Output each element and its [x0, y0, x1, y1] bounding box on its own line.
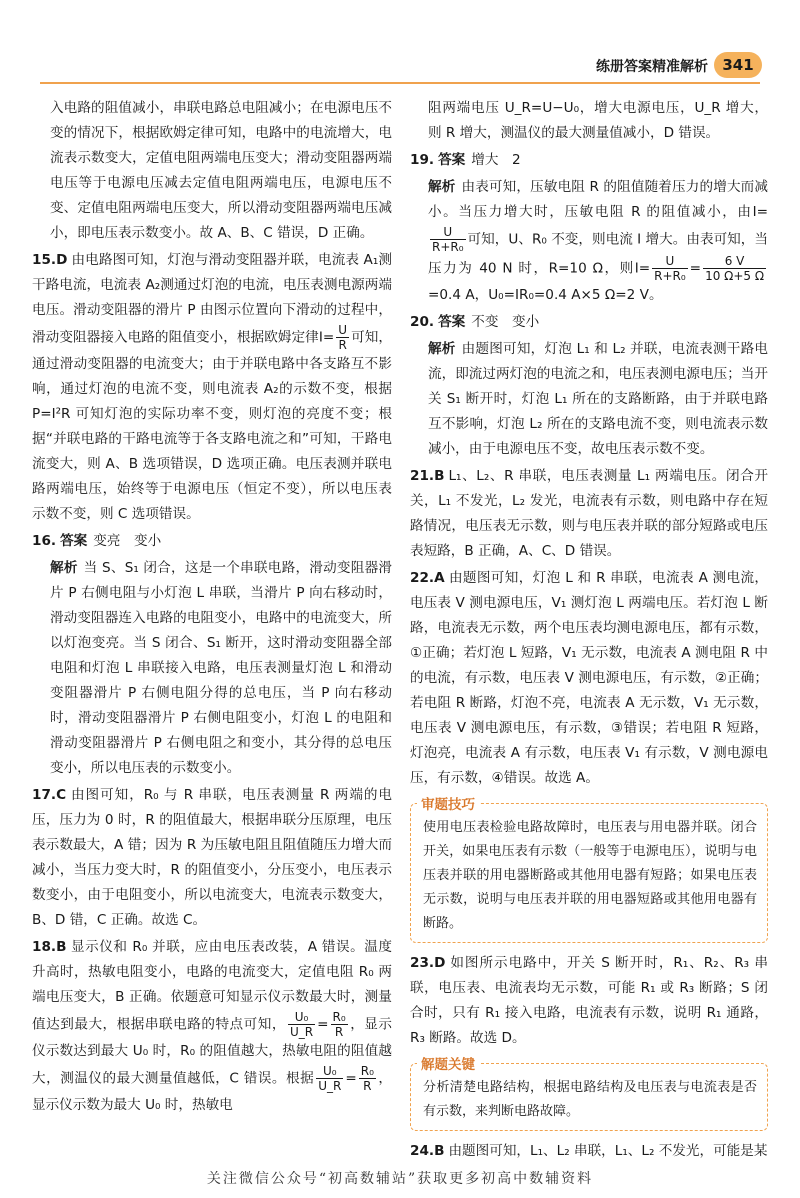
answer-17: [32, 783, 392, 933]
answer-23-number: 23.D: [410, 955, 446, 971]
tip-box-exam-skill: [410, 797, 768, 943]
fraction-numerator: R₀: [332, 1010, 346, 1024]
answer-16-analysis-label: 解析: [50, 560, 78, 576]
formula-ohm-fraction: [336, 323, 349, 352]
header-rule: [40, 82, 760, 84]
answer-19-analysis: [410, 175, 768, 308]
formula-ratio-1: [288, 1010, 315, 1039]
fraction-denominator: R+R₀: [654, 269, 686, 283]
left-column: [32, 96, 392, 1120]
answer-22-number: 22.A: [410, 570, 445, 586]
answer-19-analysis-label: 解析: [428, 179, 456, 195]
tip-box-exam-skill-tag: 审题技巧: [417, 793, 479, 818]
header-title: 练册答案精准解析: [596, 59, 708, 75]
answer-20: [410, 310, 768, 335]
answer-24: [410, 1139, 768, 1164]
formula-ratio-2b: [359, 1064, 376, 1093]
answer-24-number: 24.B: [410, 1143, 445, 1159]
answer-20-analysis: [410, 337, 768, 462]
fraction-denominator: R+R₀: [432, 240, 464, 254]
page-footer: 关注微信公众号“初高数辅站”获取更多初高中数辅资料: [206, 1171, 594, 1187]
formula-current2-fraction: [652, 254, 688, 283]
fraction-denominator: U_R: [318, 1079, 342, 1093]
answer-16-analysis: [32, 556, 392, 781]
answer-20-analysis-text: 由题图可知，灯泡 L₁ 和 L₂ 并联，电流表测干路电流，即流过两灯泡的电流之和，电压表测电源电压；当开关 S₁ 断开时，灯泡 L₁ 所在的支路断路，由于并联电路互不影响，灯泡 L₂ 所在的支路电流不变，则电流表示数减小，由于电源电压不变，故电压表示数不变。: [428, 341, 768, 457]
page-header: [0, 50, 800, 82]
formula-equals: =: [345, 1070, 357, 1087]
tip-box-key-point-text: 分析清楚电路结构，根据电路结构及电压表与电流表是否有示数，来判断电路故障。: [423, 1080, 757, 1119]
answer-19: [410, 148, 768, 173]
answer-17-text: 由图可知，R₀ 与 R 串联，电压表测量 R 两端的电压，压力为 0 时，R 的阻值最大，根据串联分压原理，电压表示数最大，A 错；因为 R 为压敏电阻且阻值随压力增大而减小，当压力变大时，R 的阻值变小，分压变小，电压表示数变小，由于电阻变小，所以电流变大，电流表示数变大，B、D 错，C 正确。故选 C。: [32, 787, 392, 928]
answer-16-analysis-text: 当 S、S₁ 闭合，这是一个串联电路，滑动变阻器滑片 P 右侧电阻与小灯泡 L 串联，当滑片 P 向右移动时，滑动变阻器连入电路的电阻变小，电路中的电流变大，所以灯泡变亮。当 S 闭合、S₁ 断开，这时滑动变阻器全部电阻和灯泡 L 串联接入电路，电压表测量灯泡 L 和滑动变阻器滑片 P 右侧电阻分得的总电压，当 P 向右移动时，滑动变阻器滑片 P 右侧电阻变小，灯泡 L 的电阻和滑动变阻器滑片 P 右侧电阻之和变小，其分得的总电压变小，所以电压表的示数变小。: [50, 560, 392, 776]
answer-21-text: L₁、L₂、R 串联，电压表测量 L₁ 两端电压。闭合开关，L₁ 不发光，L₂ 发光，电流表有示数，则电路中存在短路情况，电压表无示数，则与电压表并联的部分短路或电压表短路，B 正确，A、C、D 错误。: [410, 468, 768, 559]
fraction-numerator: 6 V: [703, 254, 766, 269]
answer-15: [32, 248, 392, 527]
answer-18-number: 18.B: [32, 939, 67, 955]
answer-22-text: 由题图可知，灯泡 L 和 R 串联，电流表 A 测电流，电压表 V 测电源电压，V₁ 测灯泡 L 两端电压。若灯泡 L 断路，电流表无示数，两个电压表均测电源电压，都有示数，①正确；若灯泡 L 短路，V₁ 无示数，电流表 A 测电阻 R 中的电流，有示数，电压表 V 测电源电压，有示数，②正确；若电阻 R 断路，灯泡不亮，电流表 A 无示数，V₁ 无示数，电压表 V 测电源电压，有示数，③错误；若电阻 R 短路，灯泡亮，电流表 A 有示数，电压表 V₁ 有示数，V 测电源电压，有示数，④错误。故选 A。: [410, 570, 768, 786]
answer-16-number: 16.: [32, 533, 57, 549]
answer-19-answer: 增大 2: [471, 152, 521, 168]
answer-15-text-a: 由电路图可知，灯泡与滑动变阻器并联，电流表 A₁测干路电流，电流表 A₂测通过灯泡的电流，电压表测电源两端电压。滑动变阻器的滑片 P 由图示位置向下滑动的过程中，滑动变阻器接入电路的阻值变小，根据欧姆定律: [32, 252, 392, 346]
formula-equals: =: [689, 260, 702, 277]
formula-current-lhs: I=: [752, 204, 768, 220]
fraction-numerator: U: [430, 225, 466, 240]
formula-current2-values: [703, 254, 766, 283]
answer-20-answer-label: 答案: [438, 314, 466, 330]
answer-20-analysis-label: 解析: [428, 341, 456, 357]
answer-21-number: 21.B: [410, 468, 445, 484]
answer-18-text-b: ，显示仪示数达到最大 U₀ 时，R₀ 的阻值越大，热敏电阻的阻值越大，测温仪的最大测量值越低，C 错误。根据: [32, 1016, 393, 1087]
fraction-numerator: R₀: [360, 1064, 374, 1078]
tip-box-key-point: [410, 1057, 768, 1131]
formula-ratio-2: [316, 1064, 343, 1093]
answer-18-text-a: 显示仪和 R₀ 并联，应由电压表改装，A 错误。温度升高时，热敏电阻变小，电路的电流变大，定值电阻 R₀ 两端电压变大，B 正确。依题意可知显示仪示数最大时，测量值达到最大，根据串联电路的特点可知，: [32, 939, 392, 1033]
answer-23-text: 如图所示电路中，开关 S 断开时，R₁、R₂、R₃ 串联，电压表、电流表均无示数，可能 R₁ 或 R₃ 断路；S 闭合时，只有 R₁ 接入电路，电流表有示数，说明 R₁ 通路，R₃ 断路。故选 D。: [410, 955, 768, 1046]
fraction-denominator: R: [363, 1079, 372, 1093]
answer-24-text: 由题图可知，L₁、L₂ 串联，L₁、L₂ 不发光，可能是某: [448, 1143, 768, 1159]
answer-20-answer: 不变 变小: [471, 314, 540, 330]
formula-ratio-1b: [331, 1010, 348, 1039]
answer-22: [410, 566, 768, 791]
answer-18: [32, 935, 392, 1118]
fraction-denominator: R: [338, 338, 347, 352]
answer-19-text-a: 由表可知，压敏电阻 R 的阻值随着压力的增大而减小。当压力增大时，压敏电阻 R 的阻值减小，由: [428, 179, 769, 220]
answer-16-answer: 变亮 变小: [93, 533, 162, 549]
formula-current-fraction: [430, 225, 466, 254]
answer-16: [32, 529, 392, 554]
tip-box-exam-skill-text: 使用电压表检验电路故障时，电压表与用电器并联。闭合开关，如果电压表有示数（一般等于电源电压），说明与电压表并联的用电器断路或其他用电器有短路；如果电压表无示数，说明与电压表并联的用电器短路或其他用电器有断路。: [423, 820, 757, 931]
answer-18-text-c: ，显示仪示数为最大 U₀ 时，热敏电: [32, 1070, 393, 1113]
fraction-numerator: U₀: [316, 1064, 343, 1079]
fraction-denominator: R: [334, 1025, 344, 1039]
formula-ohm-lhs: I=: [318, 329, 335, 346]
right-column: [410, 96, 768, 1166]
answer-15-text-b: 可知，通过滑动变阻器的电流变大；由于并联电路中各支路互不影响，通过灯泡的电流不变，则电流表 A₂的示数不变，根据 P=I²R 可知灯泡的实际功率不变，则灯泡的亮度不变；根据“并联电路的干路电流等于各支路电流之和”可知，干路电流变大，则 A、B 选项错误，D 选项正确。电压表测并联电路两端电压，始终等于电源电压（恒定不变），所以电压表示数不变，则 C 选项错误。: [32, 329, 393, 522]
fraction-denominator: U_R: [290, 1025, 314, 1039]
answer-21: [410, 464, 768, 564]
paragraph-continued-right: 阻两端电压 U_R=U−U₀，增大电源电压，U_R 增大，则 R 增大，测温仪的最大测量值减小，D 错误。: [428, 100, 768, 141]
fraction-numerator: U: [338, 323, 348, 337]
tip-box-key-point-tag: 解题关键: [417, 1053, 479, 1078]
answer-19-number: 19.: [410, 152, 435, 168]
answer-16-answer-label: 答案: [60, 533, 88, 549]
fraction-denominator: 10 Ω+5 Ω: [705, 269, 764, 283]
paragraph-continued: 入电路的阻值减小，串联电路总电阻减小；在电源电压不变的情况下，根据欧姆定律可知，电路中的电流增大，电流表示数变大，定值电阻两端电压变大；滑动变阻器两端电压等于电源电压减去定值电阻两端电压，电源电压不变、定值电阻两端电压变大，所以滑动变阻器两端电压减小，即电压表示数变小。故 A、B、C 错误，D 正确。: [50, 100, 392, 241]
answer-23: [410, 951, 768, 1051]
answer-17-number: 17.C: [32, 787, 67, 803]
answer-20-number: 20.: [410, 314, 435, 330]
fraction-numerator: U: [652, 254, 688, 269]
answer-19-answer-label: 答案: [438, 152, 466, 168]
fraction-numerator: U₀: [288, 1010, 315, 1025]
answer-19-text-c: =0.4 A，U₀=IR₀=0.4 A×5 Ω=2 V。: [428, 287, 663, 303]
page-number-badge: 341: [714, 52, 762, 78]
formula-equals: =: [317, 1016, 329, 1033]
answer-19-text-b: 可知，U、R₀ 不变，则电流 I 增大。由表可知，当压力为 40 N 时，R=10 Ω，则: [428, 231, 768, 277]
formula-current2-lhs: I=: [634, 260, 651, 277]
answer-15-number: 15.D: [32, 252, 68, 268]
